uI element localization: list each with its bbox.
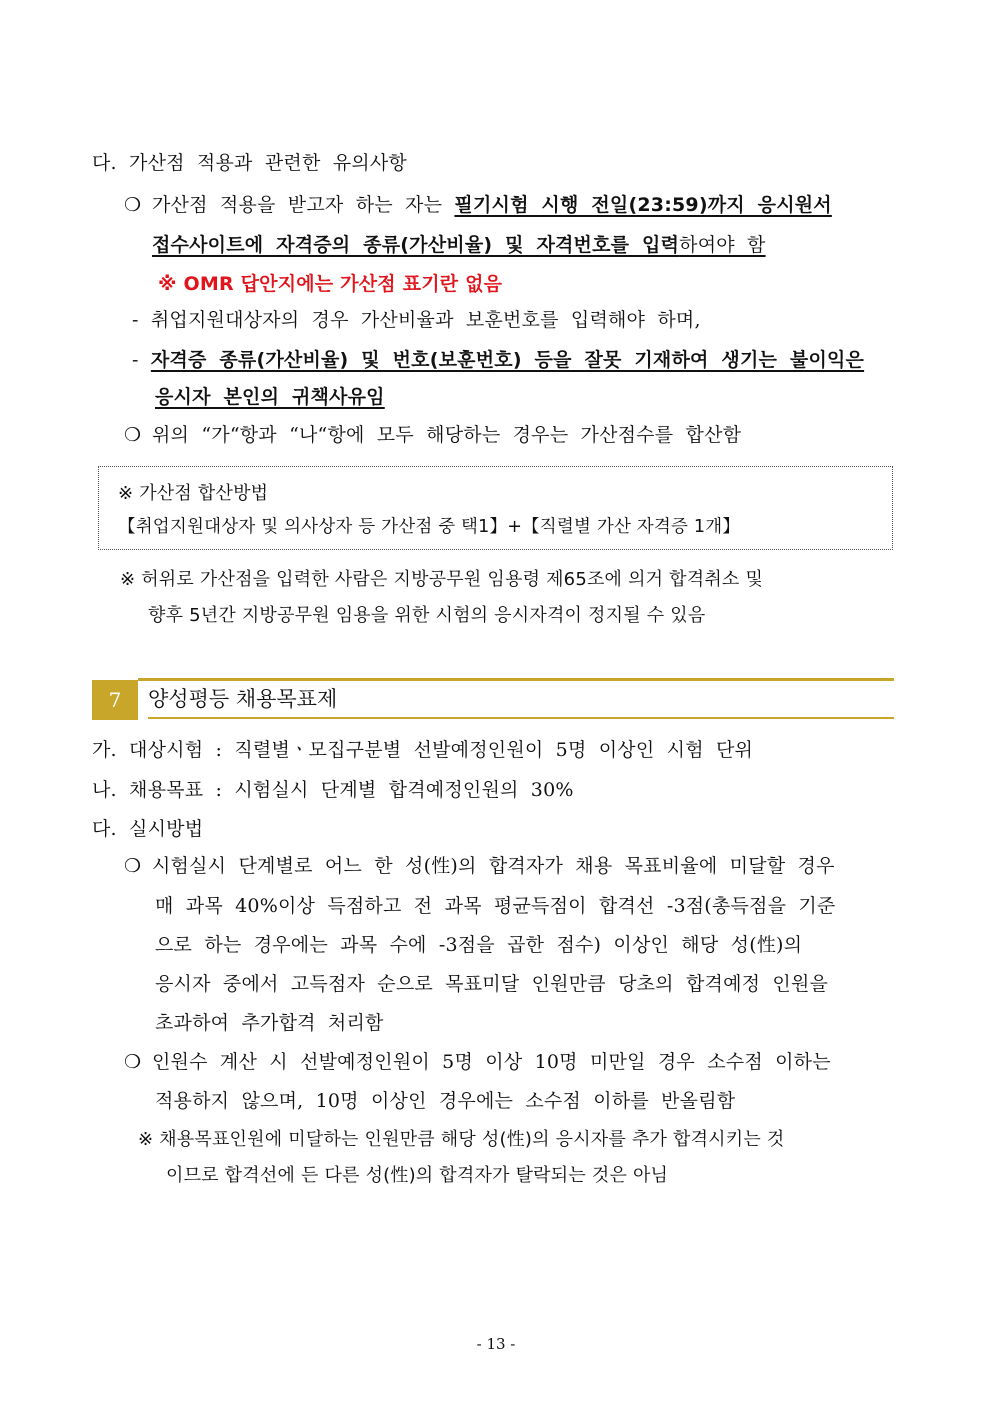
circle-bullet-icon: ❍ [124, 424, 142, 446]
bullet-item [124, 192, 832, 218]
bullet-text-cont: 응시자 중에서 고득점자 순으로 목표미달 인원만큼 당초의 합격예정 인원을 [155, 973, 829, 995]
bullet-text-cont: 매 과목 40%이상 득점하고 전 과목 평균득점이 합격선 -3점(총득점을 기준 [155, 895, 836, 917]
circle-bullet-icon: ❍ [124, 1051, 142, 1073]
emphasis-text: 응시자 본인의 귀책사유임 [155, 386, 385, 408]
footnote-cont: 이므로 합격선에 든 다른 성(性)의 합격자가 탈락되는 것은 아님 [166, 1165, 669, 1186]
circle-bullet-icon: ❍ [124, 194, 142, 216]
red-note: ※ OMR 답안지에는 가산점 표기란 없음 [158, 273, 503, 295]
subheading-da: 다. 가산점 적용과 관련한 유의사항 [92, 152, 407, 174]
item-ga: 가. 대상시험 : 직렬별ㆍ모집구분별 선발예정인원이 5명 이상인 시험 단위 [92, 739, 754, 761]
section-rule-bottom [148, 717, 894, 719]
section-number: 7 [92, 680, 138, 720]
item-da: 다. 실시방법 [92, 818, 204, 840]
dash-item [132, 347, 864, 373]
section-title: 양성평등 채용목표제 [148, 687, 338, 711]
bullet-text-cont: 으로 하는 경우에는 과목 수에 -3점을 곱한 점수) 이상인 해당 성(性)의 [155, 934, 803, 956]
bullet-item [124, 1049, 831, 1075]
bullet-text: 인원수 계산 시 선발예정인원이 5명 이상 10명 미만일 경우 소수점 이하는 [152, 1051, 831, 1073]
warning-note: ※ 허위로 가산점을 입력한 사람은 지방공무원 임용령 제65조에 의거 합격취소 및 [120, 569, 764, 590]
circle-bullet-icon: ❍ [124, 855, 142, 877]
note-box-title: ※ 가산점 합산방법 [118, 483, 269, 504]
emphasis-text: 접수사이트에 자격증의 종류(가산비율) 및 자격번호를 입력 [152, 234, 680, 256]
section-rule-top [138, 678, 894, 681]
bullet-item [124, 853, 835, 879]
bullet-text: 위의 “가“항과 “나“항에 모두 해당하는 경우는 가산점수를 합산함 [152, 424, 742, 446]
footnote: ※ 채용목표인원에 미달하는 인원만큼 해당 성(性)의 응시자를 추가 합격시키는 것 [138, 1129, 785, 1150]
bullet-item-cont [152, 232, 766, 258]
note-box-formula: 【취업지원대상자 및 의사상자 등 가산점 중 택1】+【직렬별 가산 자격증 1개】 [118, 517, 741, 537]
dash-mark: - [132, 349, 151, 371]
bullet-text-cont: 적용하지 않으며, 10명 이상인 경우에는 소수점 이하를 반올림함 [155, 1090, 736, 1112]
dash-item-cont [155, 384, 385, 410]
bullet-text: 가산점 적용을 받고자 하는 자는 [152, 194, 455, 216]
dash-item: - 취업지원대상자의 경우 가산비율과 보훈번호를 입력해야 하며, [132, 309, 701, 331]
bullet-text: 시험실시 단계별로 어느 한 성(性)의 합격자가 채용 목표비율에 미달할 경우 [152, 855, 835, 877]
item-na: 나. 채용목표 : 시험실시 단계별 합격예정인원의 30% [92, 779, 574, 801]
bullet-text: 하여야 함 [679, 234, 766, 256]
emphasis-text: 필기시험 시행 전일(23:59)까지 응시원서 [454, 194, 832, 216]
bullet-text-cont: 초과하여 추가합격 처리함 [155, 1012, 384, 1034]
bullet-item [124, 422, 741, 448]
emphasis-text: 자격증 종류(가산비율) 및 번호(보훈번호) 등을 잘못 기재하여 생기는 불이익은 [150, 349, 865, 371]
page-number: - 13 - [476, 1335, 516, 1353]
warning-note-cont: 향후 5년간 지방공무원 임용을 위한 시험의 응시자격이 정지될 수 있음 [148, 605, 706, 626]
